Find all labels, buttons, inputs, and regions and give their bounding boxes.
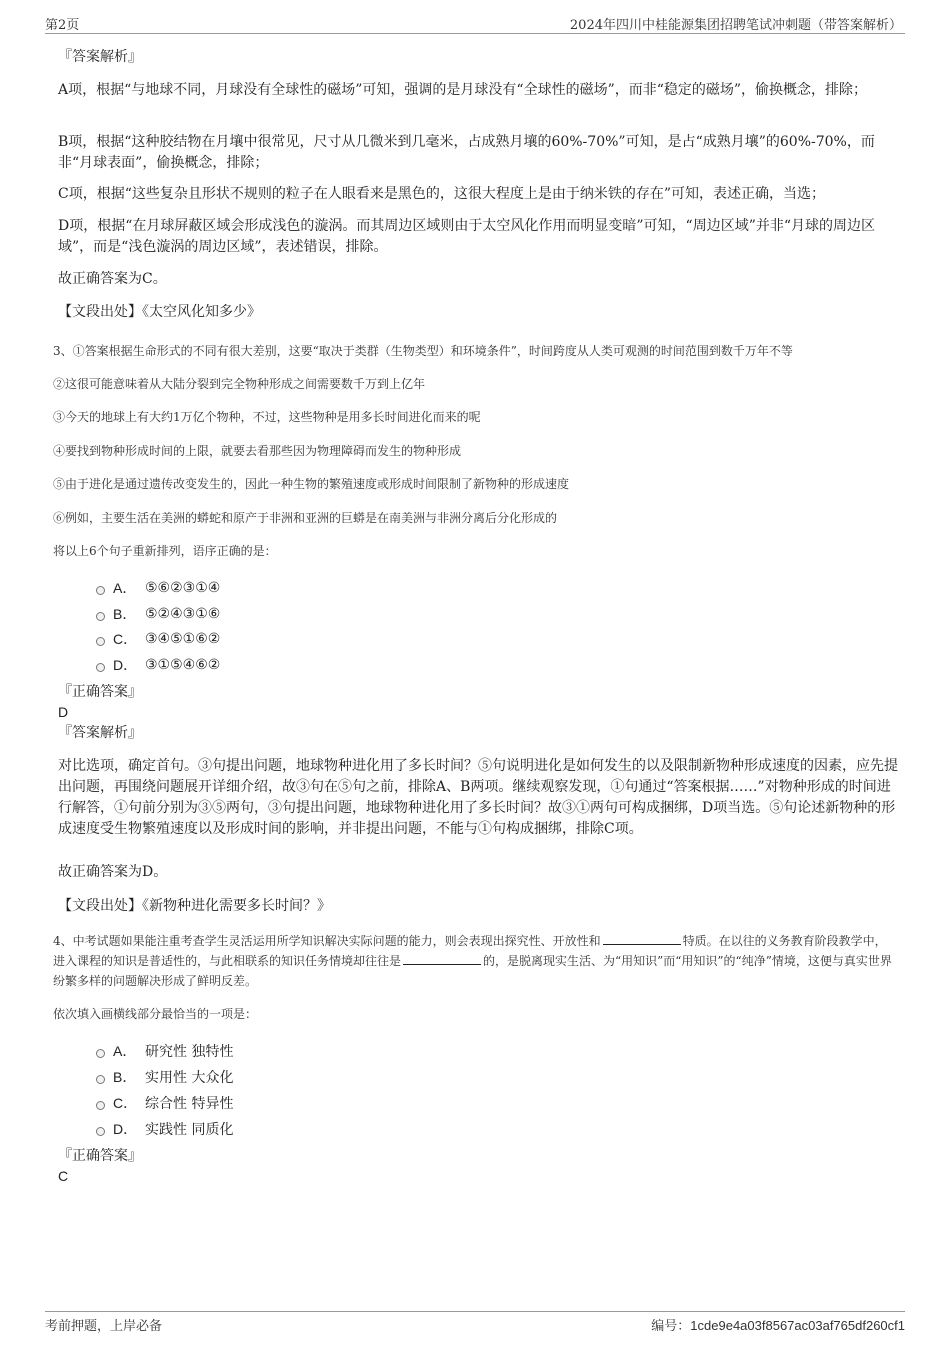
q4-option-d[interactable]: D． 实践性 同质化 bbox=[96, 1118, 233, 1140]
q3-analysis: 对比选项，确定首句。③句提出问题，地球物种进化用了多长时间？⑤句说明进化是如何发生的以及限制新物种形成速度的因素，应先提出问题，再围绕问题展开详细介绍，故③句在⑤句之前，排除A、B两项。继续观察发现，①句通过“答案根据……”对物种形成的时间进行解答，①句前分别为③⑤两句，③句提出问题，地球物种进化用了多长时间？故③①两句可构成捆绑，D项当选。⑤句论述新物种的形成速度受生物繁殖速度以及形成时间的影响，并非提出问题，不能与①句构成捆绑，排除C项。 bbox=[58, 758, 898, 837]
q3-sentence-2: ②这很可能意味着从大陆分裂到完全物种形成之间需要数千万到上亿年 bbox=[53, 377, 426, 391]
radio-icon[interactable] bbox=[96, 637, 105, 646]
document-title: 2024年四川中桂能源集团招聘笔试冲刺题（带答案解析） bbox=[569, 18, 902, 33]
analysis-para-b: B项，根据“这种胶结物在月壤中很常见，尺寸从几微米到几毫米，占成熟月壤的60%-70%”可知，是占“成熟月壤”的60%-70%，而非“月球表面”，偷换概念，排除； bbox=[58, 134, 875, 171]
q3-sentence-5: ⑤由于进化是通过遗传改变发生的，因此一种生物的繁殖速度或形成时间限制了新物种的形成速度 bbox=[53, 477, 570, 491]
analysis-label: 『答案解析』 bbox=[58, 49, 142, 65]
analysis-para-c: C项，根据“这些复杂且形状不规则的粒子在人眼看来是黑色的，这很大程度上是由于纳米铁的存在”可知，表述正确，当选； bbox=[58, 186, 826, 202]
q3-analysis-label: 『答案解析』 bbox=[58, 725, 142, 741]
q4-answer: C bbox=[58, 1168, 69, 1184]
page-number: 第2页 bbox=[45, 18, 80, 33]
analysis-conclusion: 故正确答案为C。 bbox=[58, 271, 167, 287]
q3-sentence-4: ④要找到物种形成时间的上限，就要去看那些因为物理障碍而发生的物种形成 bbox=[53, 444, 462, 458]
q3-option-c[interactable]: C． ③④⑤①⑥② bbox=[96, 628, 220, 650]
q3-conclusion: 故正确答案为D。 bbox=[58, 864, 168, 880]
q4-option-b[interactable]: B． 实用性 大众化 bbox=[96, 1066, 233, 1088]
fill-blank-1 bbox=[603, 932, 681, 945]
q3-prompt: 将以上6个句子重新排列，语序正确的是： bbox=[53, 544, 277, 558]
header-divider bbox=[45, 33, 905, 34]
q3-sentence-3: ③今天的地球上有大约1万亿个物种，不过，这些物种是用多长时间进化而来的呢 bbox=[53, 410, 481, 424]
q3-answer: D bbox=[58, 704, 69, 720]
q4-stem: 4、中考试题如果能注重考查学生灵活运用所学知识解决实际问题的能力，则会表现出探究性、开放性和 特质。在以往的义务教育阶段教学中，进入课程的知识是普适性的，与此相联系的知识任务情境却往往是 的，是脱离现实生活、为“用知识”而“用知识”的“纯净”情境，这便与真实世界纷繁多样的问题解决形成了鲜明反差。 bbox=[53, 934, 892, 988]
document-code: 编号：1cde9e4a03f8567ac03af765df260cf1 bbox=[651, 1318, 905, 1334]
footer-divider bbox=[45, 1311, 905, 1312]
radio-icon[interactable] bbox=[96, 1127, 105, 1136]
q3-option-d[interactable]: D． ③①⑤④⑥② bbox=[96, 654, 220, 676]
q3-option-a[interactable]: A． ⑤⑥②③①④ bbox=[96, 577, 220, 599]
source-citation: 【文段出处】《太空风化知多少》 bbox=[58, 304, 261, 320]
q3-source-citation: 【文段出处】《新物种进化需要多长时间？》 bbox=[58, 898, 331, 914]
radio-icon[interactable] bbox=[96, 1101, 105, 1110]
radio-icon[interactable] bbox=[96, 1049, 105, 1058]
q3-answer-label: 『正确答案』 bbox=[58, 684, 142, 700]
radio-icon[interactable] bbox=[96, 1075, 105, 1084]
q4-option-c[interactable]: C． 综合性 特异性 bbox=[96, 1092, 233, 1114]
q4-answer-label: 『正确答案』 bbox=[58, 1148, 142, 1164]
radio-icon[interactable] bbox=[96, 612, 105, 621]
analysis-para-a: A项，根据“与地球不同，月球没有全球性的磁场”可知，强调的是月球没有“全球性的磁场”，而非“稳定的磁场”，偷换概念，排除； bbox=[58, 82, 868, 98]
q3-sentence-6: ⑥例如，主要生活在美洲的蟒蛇和原产于非洲和亚洲的巨蟒是在南美洲与非洲分离后分化形成的 bbox=[53, 511, 558, 525]
q4-prompt: 依次填入画横线部分最恰当的一项是： bbox=[53, 1007, 258, 1021]
analysis-para-d: D项，根据“在月球屏蔽区域会形成浅色的漩涡。而其周边区域则由于太空风化作用而明显变暗”可知，“周边区域”并非“月球的周边区域”，而是“浅色漩涡的周边区域”，表述错误，排除。 bbox=[58, 218, 876, 255]
fill-blank-2 bbox=[403, 952, 481, 965]
q3-option-b[interactable]: B． ⑤②④③①⑥ bbox=[96, 603, 220, 625]
radio-icon[interactable] bbox=[96, 586, 105, 595]
q3-sentence-1: 3、①答案根据生命形式的不同有很大差别，这要“取决于类群（生物类型）和环境条件”，时间跨度从人类可观测的时间范围到数千万年不等 bbox=[53, 344, 793, 358]
radio-icon[interactable] bbox=[96, 663, 105, 672]
q4-option-a[interactable]: A． 研究性 独特性 bbox=[96, 1040, 233, 1062]
footer-slogan: 考前押题，上岸必备 bbox=[45, 1319, 163, 1334]
